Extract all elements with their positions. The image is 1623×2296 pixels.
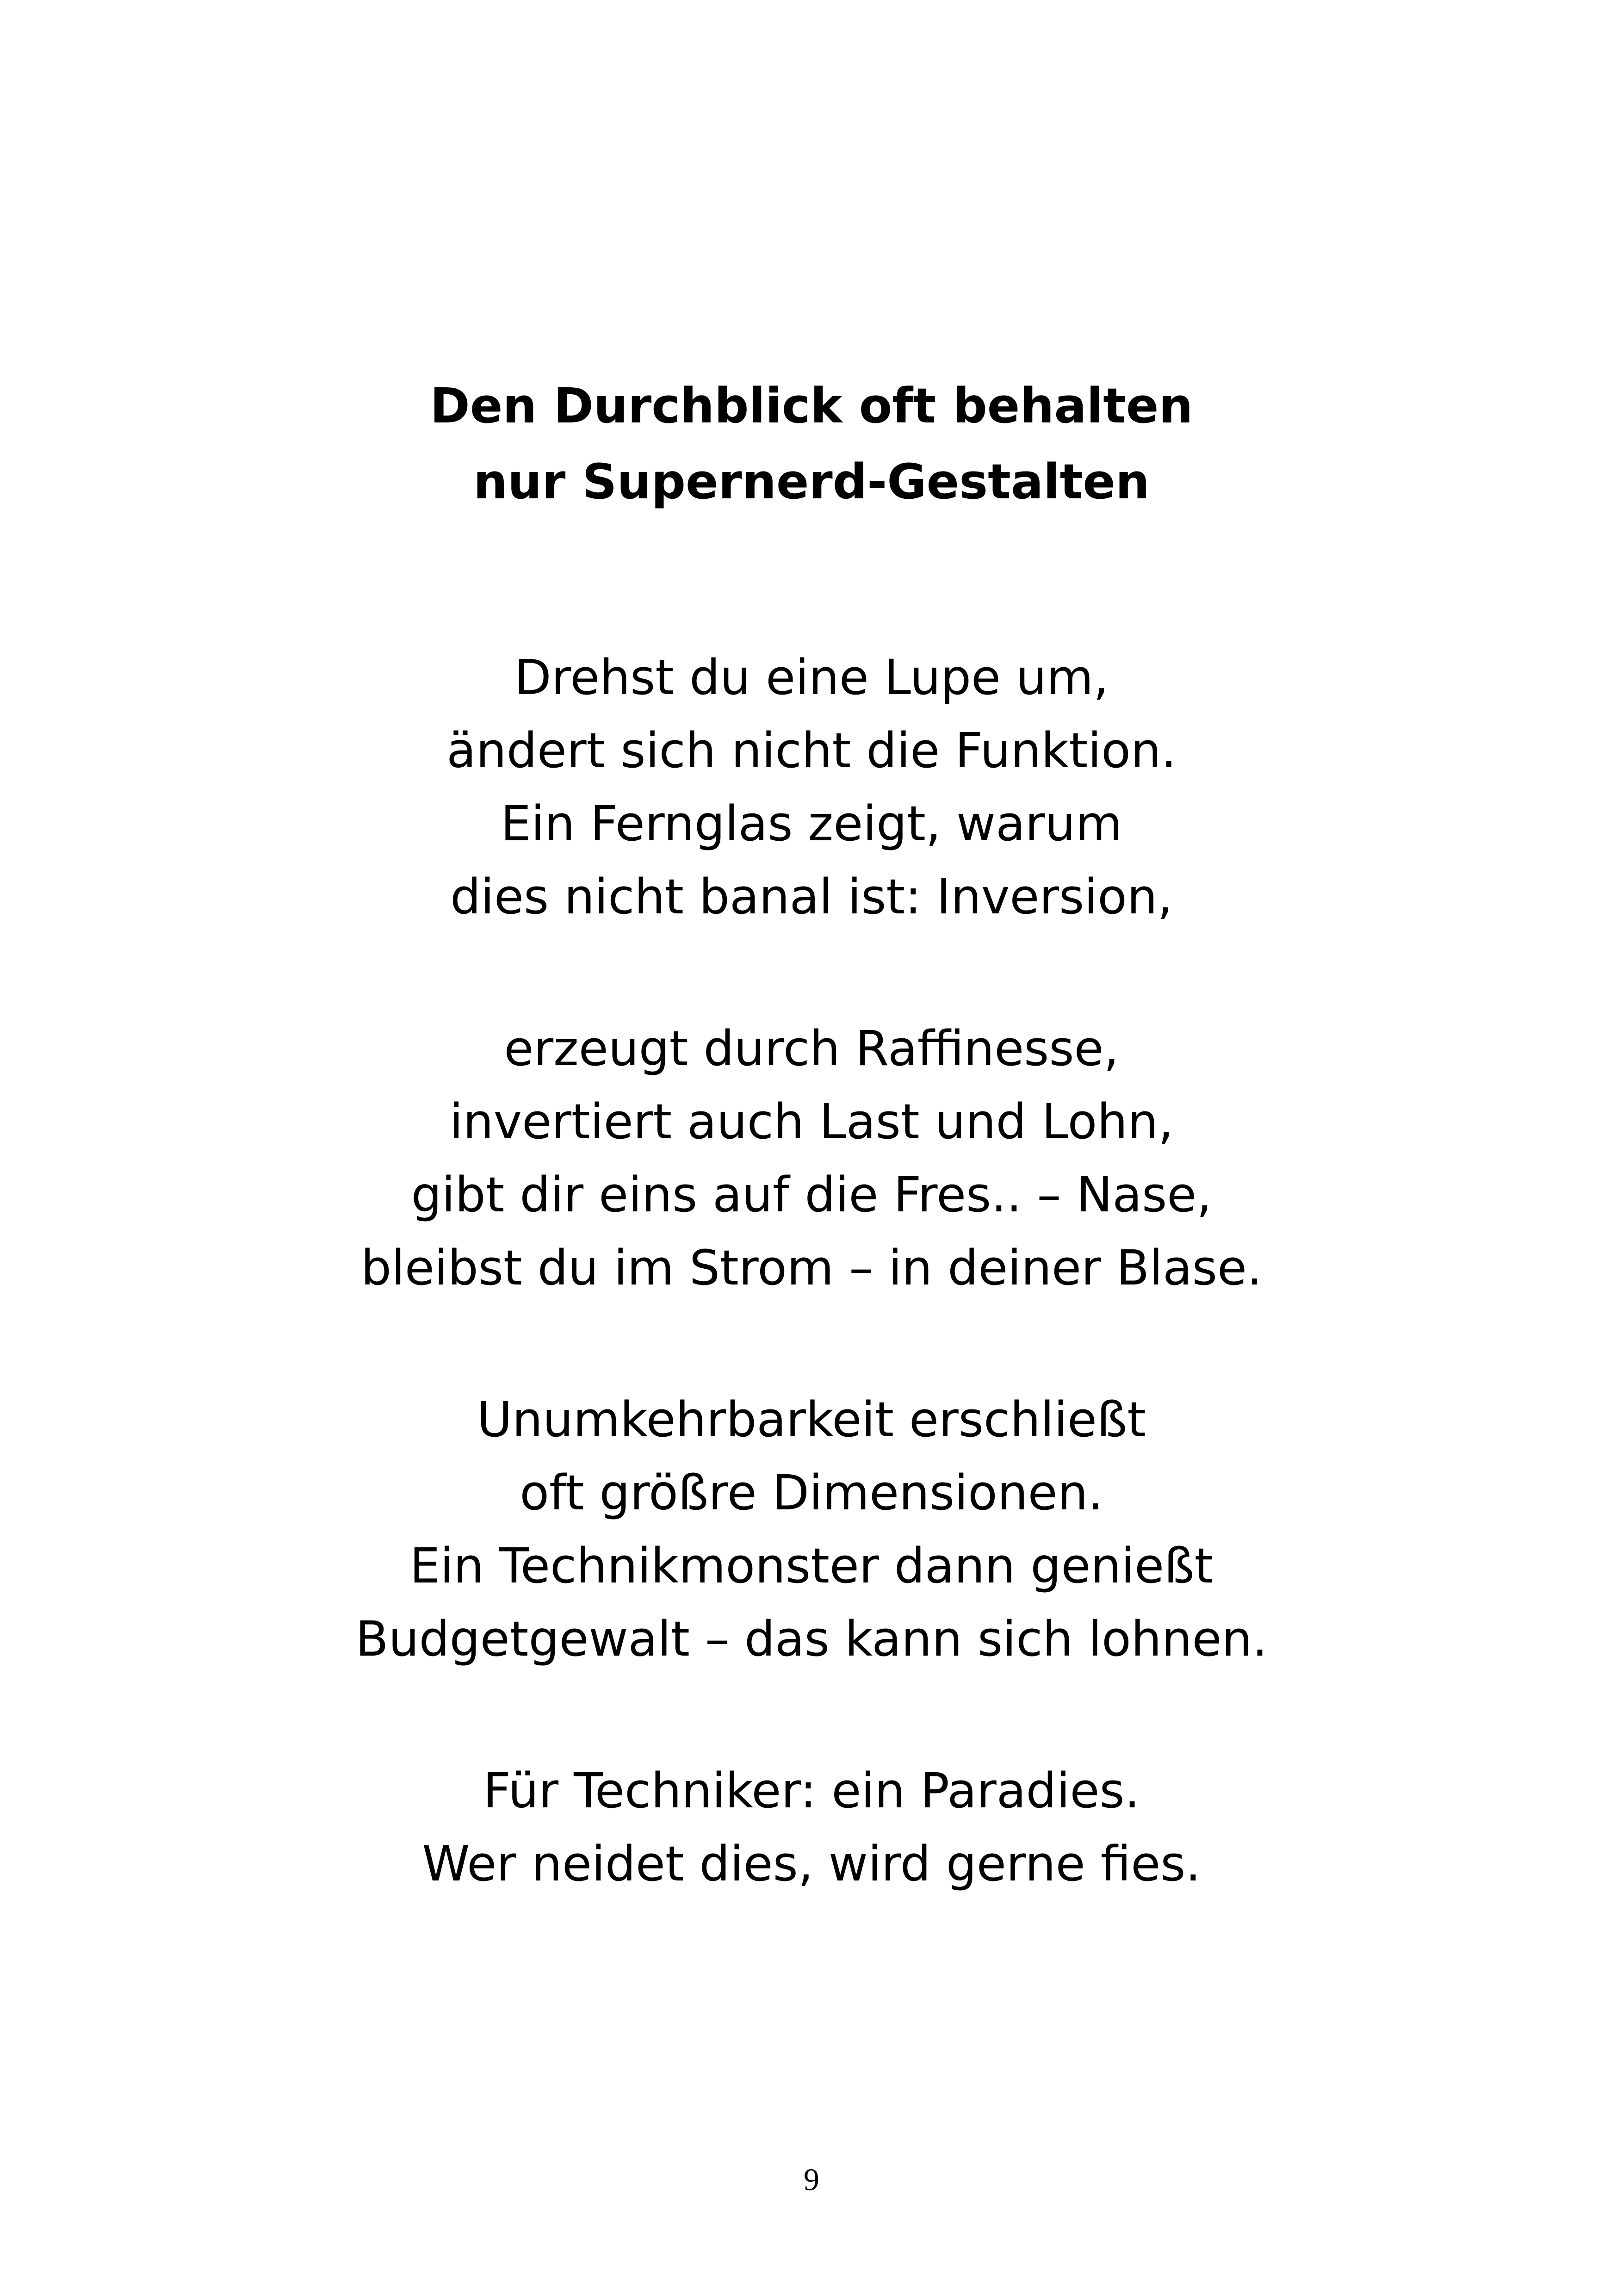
verse-line: bleibst du im Strom – in deiner Blase.: [360, 1240, 1263, 1296]
verse-line: Ein Fernglas zeigt, warum: [501, 795, 1122, 852]
verse-line: gibt dir eins auf die Fres.. – Nase,: [411, 1167, 1212, 1223]
poem-title-line: Den Durchblick oft behalten: [430, 378, 1193, 434]
verse-line: invertiert auch Last und Lohn,: [449, 1093, 1174, 1150]
page-number: 9: [804, 2162, 819, 2197]
verse-line: Wer neidet dies, wird gerne fies.: [422, 1836, 1201, 1892]
verse-line: Drehst du eine Lupe um,: [514, 649, 1109, 706]
verse-line: Für Techniker: ein Paradies.: [483, 1762, 1140, 1819]
verse-line: Unumkehrbarkeit erschließt: [477, 1391, 1146, 1448]
verse-line: ändert sich nicht die Funktion.: [446, 722, 1177, 779]
poem: [0, 368, 1623, 1900]
poem-title: [0, 368, 1623, 520]
poem-title-line: nur Supernerd-Gestalten: [473, 453, 1150, 510]
stanza-1: [0, 641, 1623, 933]
verse-line: oft größre Dimensionen.: [520, 1464, 1103, 1521]
verse-line: Ein Technikmonster dann genießt: [409, 1538, 1214, 1594]
stanza-2: [0, 1012, 1623, 1304]
stanza-4: [0, 1754, 1623, 1900]
verse-line: Budgetgewalt – das kann sich lohnen.: [355, 1611, 1268, 1667]
verse-line: dies nicht banal ist: Inversion,: [450, 869, 1173, 925]
stanza-3: [0, 1383, 1623, 1675]
verse-line: erzeugt durch Raffinesse,: [504, 1020, 1119, 1077]
